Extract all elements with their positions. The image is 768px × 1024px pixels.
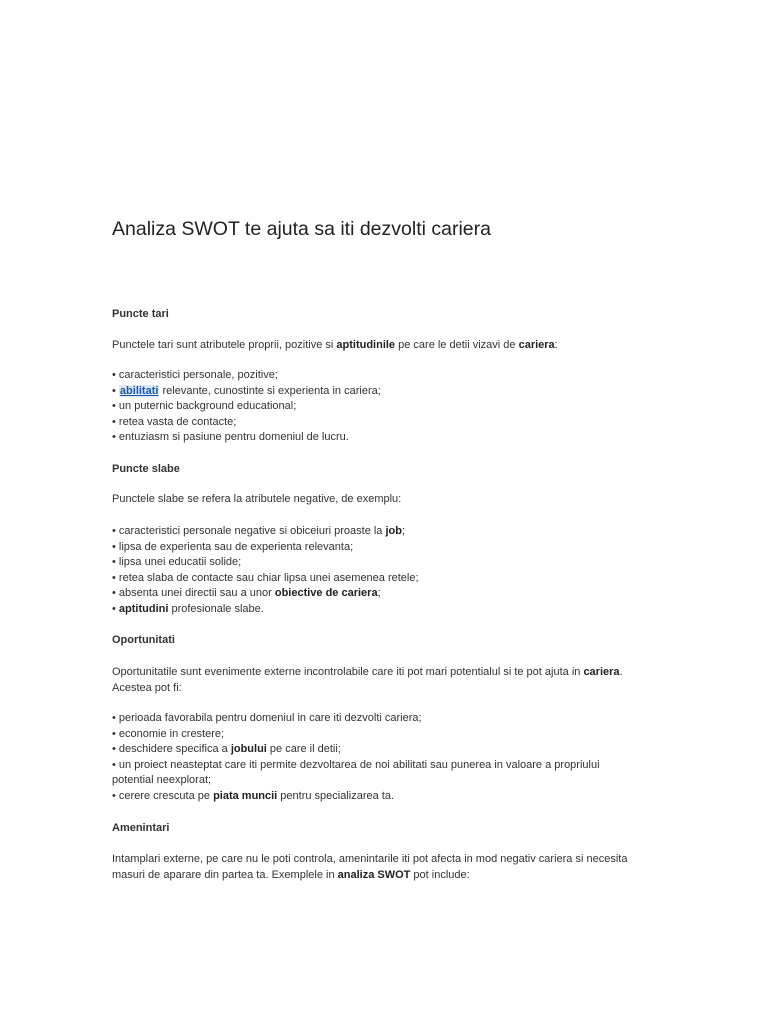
list-item-text: profesionale slabe. — [168, 602, 264, 615]
opportunities-intro-text-end: . — [619, 666, 623, 678]
threats-intro-text-end: pot include: — [410, 869, 470, 881]
list-item-text: • caracteristici personale negative si obiceiuri proaste la — [112, 525, 386, 537]
list-item: • entuziasm si pasiune pentru domeniul de lucru. — [112, 431, 349, 444]
list-item — [112, 524, 652, 540]
list-item: • un puternic background educational; — [112, 400, 297, 413]
abilitati-link[interactable]: abilitati — [119, 384, 159, 397]
strengths-intro-bold-cariera: cariera — [518, 339, 555, 351]
section-heading-weaknesses: Puncte slabe — [112, 463, 180, 475]
list-item-text: • cerere crescuta pe — [112, 789, 214, 802]
list-item-bold: jobului — [230, 743, 267, 756]
list-item-text: pe care il detii; — [266, 743, 341, 756]
list-item-text: pentru specializarea ta. — [277, 789, 395, 802]
list-item-bold: piata muncii — [213, 789, 278, 802]
list-item-text: relevante, cunostinte si experienta in cariera; — [159, 384, 381, 397]
list-item: • retea slaba de contacte sau chiar lipsa unei asemenea retele; — [112, 571, 419, 584]
list-item — [112, 742, 652, 758]
list-item-bold: aptitudini — [118, 602, 169, 615]
list-item — [112, 789, 652, 805]
list-item — [112, 384, 652, 400]
strengths-intro-text-end: : — [554, 339, 558, 351]
list-item — [112, 586, 652, 602]
list-item: • lipsa de experienta sau de experienta relevanta; — [112, 540, 354, 553]
strengths-intro-text: Punctele tari sunt atributele proprii, pozitive si — [112, 339, 337, 351]
list-item-bold: obiective de cariera — [274, 587, 378, 600]
threats-intro-text: masuri de aparare din partea ta. Exemplele in — [112, 869, 338, 881]
list-item: • caracteristici personale, pozitive; — [112, 369, 278, 381]
list-item-text: • un proiect neasteptat care iti permite dezvoltarea de noi abilitati sau punerea in valoare a propriului — [112, 758, 600, 771]
list-item-text: ; — [402, 525, 406, 537]
threats-intro-line1: Intamplari externe, pe care nu le poti controla, amenintarile iti pot afecta in mod negativ cariera si necesita — [112, 853, 628, 865]
document-title: Analiza SWOT te ajuta sa iti dezvolti cariera — [112, 218, 491, 240]
bullet: • — [112, 602, 119, 615]
list-item — [112, 602, 652, 618]
weaknesses-list — [112, 524, 652, 618]
list-item-text: ; — [377, 587, 381, 600]
strengths-intro-text-mid: pe care le detii vizavi de — [395, 339, 519, 351]
opportunities-intro-bold: cariera — [583, 666, 620, 678]
list-item: • perioada favorabila pentru domeniul in care iti dezvolti cariera; — [112, 712, 422, 724]
list-item: • retea vasta de contacte; — [112, 415, 237, 428]
list-item: • lipsa unei educatii solide; — [112, 556, 242, 569]
list-item-text: • absenta unei directii sau a unor — [112, 587, 275, 600]
threats-intro — [112, 851, 652, 883]
list-item-text: • deschidere specifica a — [112, 743, 231, 756]
opportunities-intro — [112, 664, 652, 696]
list-item-text: potential neexplorat; — [112, 774, 212, 787]
strengths-intro-bold-aptitudinile: aptitudinile — [336, 339, 396, 351]
threats-intro-bold: analiza SWOT — [337, 869, 411, 881]
section-heading-opportunities: Oportunitati — [112, 634, 175, 646]
list-item: • economie in crestere; — [112, 727, 225, 740]
section-heading-threats: Amenintari — [112, 822, 170, 834]
opportunities-intro-text: Oportunitatile sunt evenimente externe incontrolabile care iti pot mari potentialul si te pot ajuta in — [112, 666, 584, 678]
strengths-intro — [112, 337, 652, 353]
section-heading-strengths: Puncte tari — [112, 308, 169, 320]
opportunities-list — [112, 711, 652, 805]
bullet: • — [112, 384, 119, 397]
list-item-bold: job — [385, 525, 402, 537]
weaknesses-intro: Punctele slabe se refera la atributele negative, de exemplu: — [112, 493, 402, 505]
strengths-list — [112, 368, 652, 446]
opportunities-intro-line2: Acestea pot fi: — [112, 682, 182, 694]
list-item — [112, 758, 652, 789]
